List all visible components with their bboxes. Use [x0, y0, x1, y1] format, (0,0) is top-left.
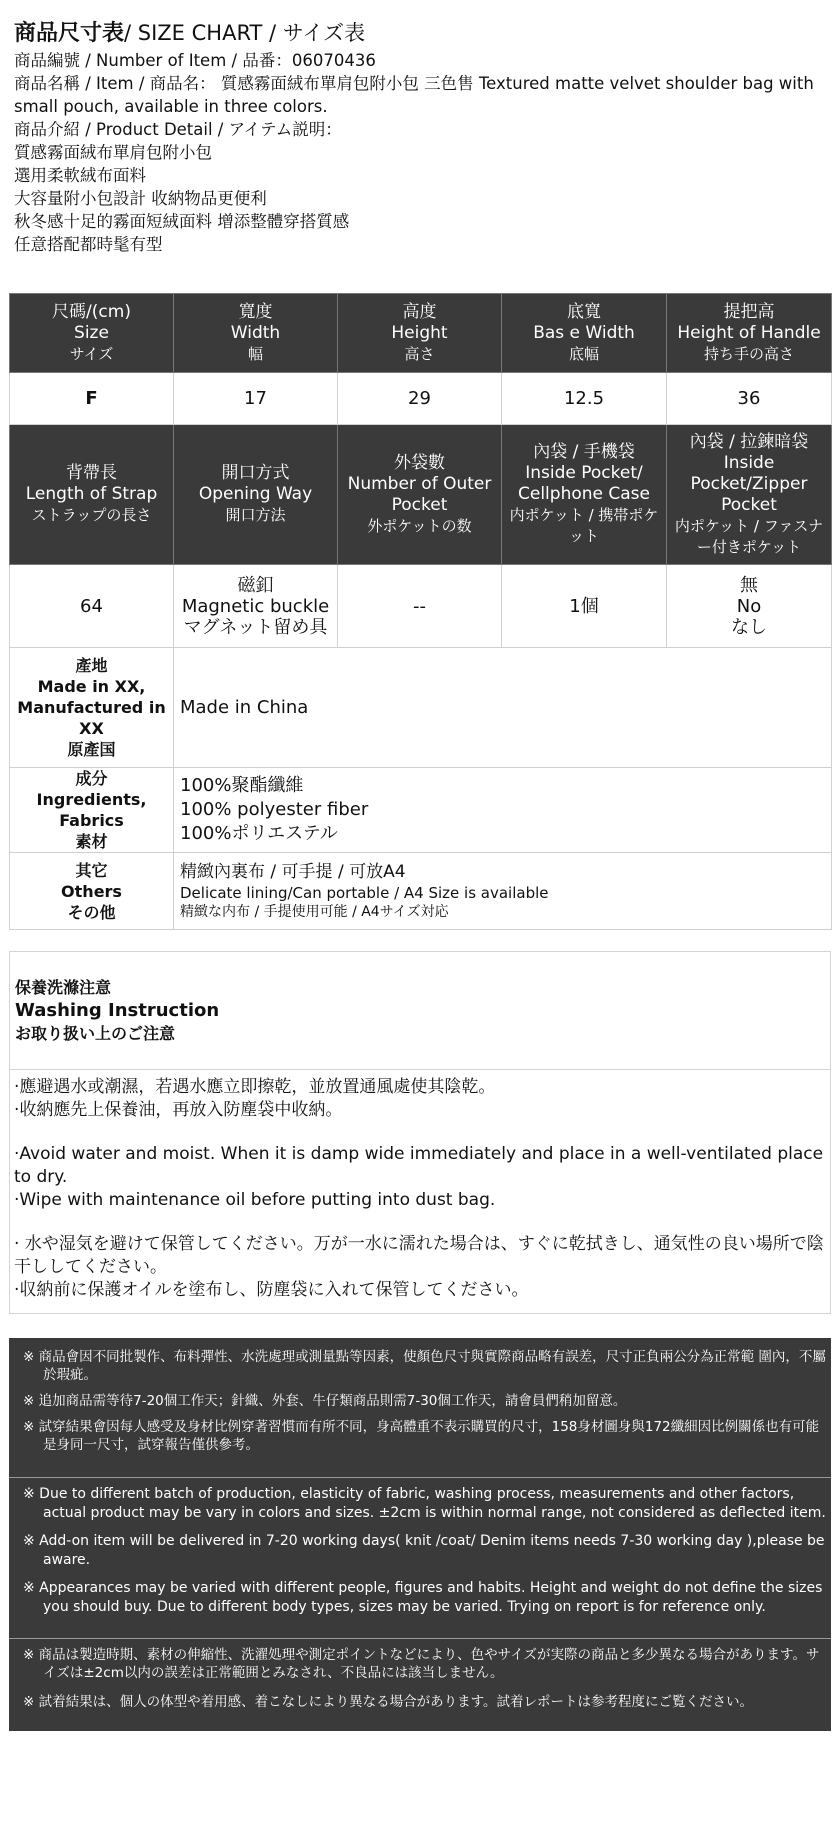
cell-outer-pocket-value: --: [338, 565, 502, 648]
cell-inside-pocket-value: 1個: [502, 565, 667, 648]
header-cell-outer-pocket: 外袋數 Number of Outer Pocket 外ポケットの数: [338, 425, 502, 565]
notice-zh: [9, 1348, 831, 1454]
cell-zipper-pocket-value: 無 No なし: [667, 565, 832, 648]
table-row: [10, 565, 832, 648]
notice-item: ※ Due to different batch of production, elasticity of fabric, washing process, measurements and other factors, actual product may be vary in colors and sizes. ±2cm is within normal range, not considered as deflected item.: [23, 1486, 826, 1521]
ingredients-label: 成分 Ingredients, Fabrics 素材: [10, 768, 174, 853]
title-rest: / SIZE CHART / サイズ表: [124, 21, 366, 45]
washing-line-ja: · 水や湿気を避けて保管してください。万が一水に濡れた場合は、すぐに乾拭きし、通気性の良い場所で陰干ししてください。: [14, 1234, 824, 1277]
washing-line-zh: ·應避遇水或潮濕，若遇水應立即擦乾，並放置通風處使其陰乾。: [14, 1077, 496, 1097]
notice-item: ※ 試穿結果會因每人感受及身材比例穿著習慣而有所不同，身高體重不表示購買的尺寸，158身材圖身與172纖細因比例關係也有可能是身同一尺寸，試穿報告僅供參考。: [23, 1419, 820, 1453]
ingredients-value: 100%聚酯纖維 100% polyester fiber 100%ポリエステル: [174, 768, 832, 853]
header-cell-zipper-pocket: 內袋 / 拉鍊暗袋 Inside Pocket/Zipper Pocket 内ポケット / ファスナー付きポケット: [667, 425, 832, 565]
notice-en: [9, 1485, 831, 1617]
notice-item: ※ Appearances may be varied with different people, figures and habits. Height and weight do not define the sizes you should buy. Due to different body types, sizes may be varied. Trying on report is for reference only.: [23, 1580, 823, 1615]
washing-body: [14, 1076, 826, 1302]
table-row-origin: [10, 648, 832, 768]
others-label: 其它 Others その他: [10, 853, 174, 930]
cell-strap-length-value: 64: [10, 565, 174, 648]
detail-line: 質感霧面絨布單肩包附小包: [14, 143, 212, 162]
washing-line-en: ·Avoid water and moist. When it is damp wide immediately and place in a well-ventilated place to dry.: [14, 1144, 824, 1187]
header-cell-height: 高度 Height 高さ: [338, 294, 502, 373]
notice-item: ※ 試着結果は、個人の体型や着用感、着こなしにより異なる場合があります。試着レポートは参考程度にご覧ください。: [23, 1694, 754, 1710]
notice-ja: [9, 1646, 831, 1711]
detail-line: 選用柔軟絨布面料: [14, 166, 146, 185]
header-cell-handle-height: 提把高 Height of Handle 持ち手の高さ: [667, 294, 832, 373]
notice-item: ※ 追加商品需等待7-20個工作天；針織、外套、牛仔類商品則需7-30個工作天，請會員們稍加留意。: [23, 1393, 627, 1409]
table-header-row: [10, 425, 832, 565]
notice-item: ※ 商品は製造時期、素材の伸縮性、洗濯処理や測定ポイントなどにより、色やサイズが実際の商品と多少異なる場合があります。サイズは±2cm以内の誤差は正常範囲とみなされ、不良品には該当しません。: [23, 1647, 820, 1681]
header-cell-inside-pocket: 內袋 / 手機袋 Inside Pocket/ Cellphone Case 内ポケット / 携帯ポケット: [502, 425, 667, 565]
item-name: 商品名稱 / Item / 商品名： 質感霧面絨布單肩包附小包 三色售 Textured matte velvet shoulder bag with small pouch, available in three colors.: [14, 74, 814, 116]
header-cell-opening-way: 開口方式 Opening Way 開口方法: [174, 425, 338, 565]
product-header: [14, 18, 826, 256]
washing-title-zh: 保養洗滌注意: [15, 978, 112, 997]
notice-item: ※ 商品會因不同批製作、布料彈性、水洗處理或測量點等因素，使顏色尺寸與實際商品略有誤差，尺寸正負兩公分為正常範 圍內，不屬於瑕疵。: [23, 1349, 826, 1383]
origin-label: 產地 Made in XX, Manufactured in XX 原產国: [10, 648, 174, 768]
table-header-row: [10, 294, 832, 373]
table-row-ingredients: [10, 768, 832, 853]
divider: [10, 1069, 830, 1070]
divider: [9, 1477, 831, 1478]
washing-title: [15, 976, 219, 1045]
washing-line-ja: ·収納前に保護オイルを塗布し、防塵袋に入れて保管してください。: [14, 1280, 529, 1300]
cell-height-value: 29: [338, 373, 502, 425]
cell-width-value: 17: [174, 373, 338, 425]
washing-line-zh: ·收納應先上保養油，再放入防塵袋中收納。: [14, 1100, 343, 1120]
title-main: 商品尺寸表: [14, 21, 125, 46]
header-cell-base-width: 底寬 Bas e Width 底幅: [502, 294, 667, 373]
size-table: [9, 293, 832, 930]
detail-label: 商品介紹 / Product Detail / アイテム説明：: [14, 120, 342, 139]
item-number: 商品編號 / Number of Item / 品番：06070436: [14, 51, 376, 70]
header-cell-width: 寬度 Width 幅: [174, 294, 338, 373]
notice-box: [9, 1338, 831, 1731]
others-value: 精緻內裏布 / 可手提 / 可放A4 Delicate lining/Can portable / A4 Size is available 精緻な内布 / 手提使用可能 / A4サイズ対応: [174, 853, 832, 930]
divider: [9, 1638, 831, 1639]
origin-value: Made in China: [174, 648, 832, 768]
page-title: [14, 18, 826, 49]
table-row: [10, 373, 832, 425]
detail-line: 大容量附小包設計 收納物品更便利: [14, 189, 267, 208]
washing-instruction-box: [9, 951, 831, 1314]
cell-base-width-value: 12.5: [502, 373, 667, 425]
detail-line: 秋冬感十足的霧面短絨面料 增添整體穿搭質感: [14, 212, 350, 231]
notice-item: ※ Add-on item will be delivered in 7-20 working days( knit /coat/ Denim items needs 7-30 working day ),please be aware.: [23, 1533, 825, 1568]
cell-handle-height-value: 36: [667, 373, 832, 425]
washing-title-en: Washing Instruction: [15, 1000, 220, 1021]
table-row-others: [10, 853, 832, 930]
header-cell-size: 尺碼/(cm) Size サイズ: [10, 294, 174, 373]
cell-size-value: F: [10, 373, 174, 425]
washing-line-en: ·Wipe with maintenance oil before putting into dust bag.: [14, 1190, 496, 1210]
washing-title-ja: お取り扱い上のご注意: [15, 1024, 176, 1043]
header-cell-strap-length: 背帶長 Length of Strap ストラップの長さ: [10, 425, 174, 565]
detail-line: 任意搭配都時髦有型: [14, 235, 163, 254]
cell-opening-way-value: 磁釦 Magnetic buckle マグネット留め具: [174, 565, 338, 648]
